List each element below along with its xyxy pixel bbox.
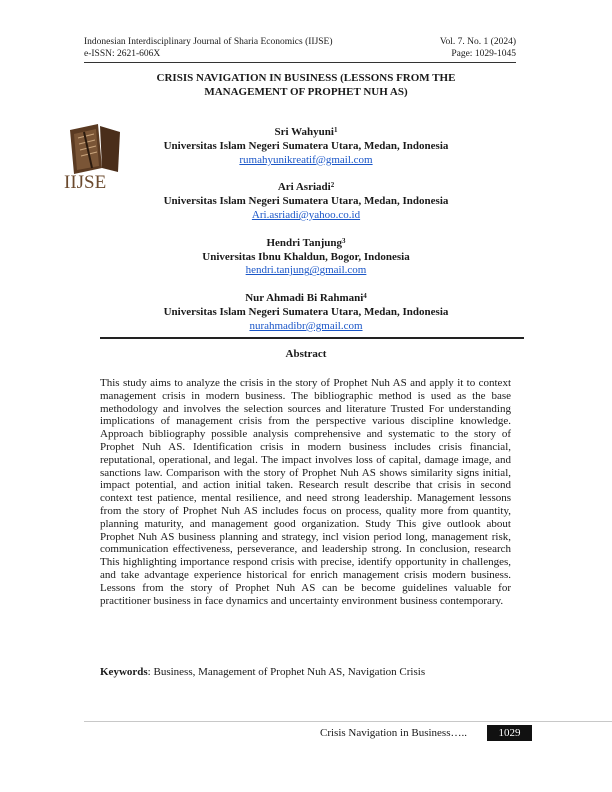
author-block xyxy=(100,181,512,222)
author-affiliation: Universitas Islam Negeri Sumatera Utara, Medan, Indonesia xyxy=(163,195,449,208)
logo-text: IIJSE xyxy=(64,172,107,192)
header-divider xyxy=(84,62,516,63)
journal-header-right xyxy=(430,36,516,60)
author-email-link[interactable]: hendri.tanjung@gmail.com xyxy=(245,264,367,277)
author-affiliation: Universitas Ibnu Khaldun, Bogor, Indonesia xyxy=(202,250,410,263)
author-name: Hendri Tanjung$^3$ xyxy=(266,236,346,249)
author-email-link[interactable]: rumahyunikreatif@gmail.com xyxy=(239,153,373,166)
author-email-link[interactable]: Ari.asriadi@yahoo.co.id xyxy=(251,208,361,221)
author-name: Ari Asriadi$^2$ xyxy=(277,181,335,194)
author-name: Nur Ahmadi Bi Rahmani$^4$ xyxy=(245,292,367,305)
running-title: Crisis Navigation in Business….. xyxy=(320,727,467,739)
journal-header-left xyxy=(84,36,333,60)
keywords-label: Keywords xyxy=(100,666,148,678)
paper-title xyxy=(84,71,528,99)
title-line-2: MANAGEMENT OF PROPHET NUH AS) xyxy=(204,86,408,98)
abstract-divider xyxy=(100,337,524,339)
journal-pages: Page: 1029-1045 xyxy=(451,49,516,59)
journal-volume: Vol. 7. No. 1 (2024) xyxy=(439,37,516,47)
abstract-body: This study aims to analyze the crisis in the story of Prophet Nuh AS and apply it to context management crisis in modern business. The bibliographic method is used as the base methodology and involves the selection sources and literature Trusted For understanding implications of management crisis from the perspective various discipline knowledge. Approach bibliography possible analysis comprehensive and systematic to the story of Prophet Nuh AS. Identification crisis in modern business includes crisis financial, reputational, operational, and legal. The impact involves loss of capital, damage image, and sanctions law. Comparison with the story of Prophet Nuh AS shows similarity signs initial, impact potential, and action initial taken. Research result describe that crisis in second context test patience, mental resilience, and need strong leadership. Management lessons from the story of Prophet Nuh AS includes focus on process, quality more from quantity, planning maturity, and management good organization. Study This give outlook about Prophet Nuh AS business planning and strategy, incl vision period long, management risk, communication effectiveness, perseverance, and leadership strong. In conclusion, research This highlighting importance respond crisis with precise, identify opportunity in challenges, and take advantage experience historical for enrich management crisis modern business. Lessons from the story of Prophet Nuh AS can be become guidelines valuable for practitioner business in face dynamics and uncertainty environment business contemporary. xyxy=(100,377,511,607)
keywords-list: : Business, Management of Prophet Nuh AS, Navigation Crisis xyxy=(147,666,426,678)
journal-issn: e-ISSN: 2621-606X xyxy=(84,49,161,59)
author-name: Sri Wahyuni$^1$ xyxy=(274,126,338,138)
abstract-heading: Abstract xyxy=(285,348,327,360)
footer-divider xyxy=(84,721,612,722)
author-block xyxy=(100,292,512,333)
author-affiliation: Universitas Islam Negeri Sumatera Utara, Medan, Indonesia xyxy=(163,139,449,152)
author-affiliation: Universitas Islam Negeri Sumatera Utara, Medan, Indonesia xyxy=(163,305,449,318)
keywords-line xyxy=(100,666,512,678)
author-block xyxy=(100,126,512,167)
title-line-1: CRISIS NAVIGATION IN BUSINESS (LESSONS FROM THE xyxy=(156,72,456,84)
journal-name: Indonesian Interdisciplinary Journal of Sharia Economics (IIJSE) xyxy=(84,37,333,47)
author-email-link[interactable]: nurahmadibr@gmail.com xyxy=(249,319,363,332)
author-list xyxy=(100,126,512,348)
page-number: 1029 xyxy=(487,725,532,741)
author-block xyxy=(100,237,512,278)
